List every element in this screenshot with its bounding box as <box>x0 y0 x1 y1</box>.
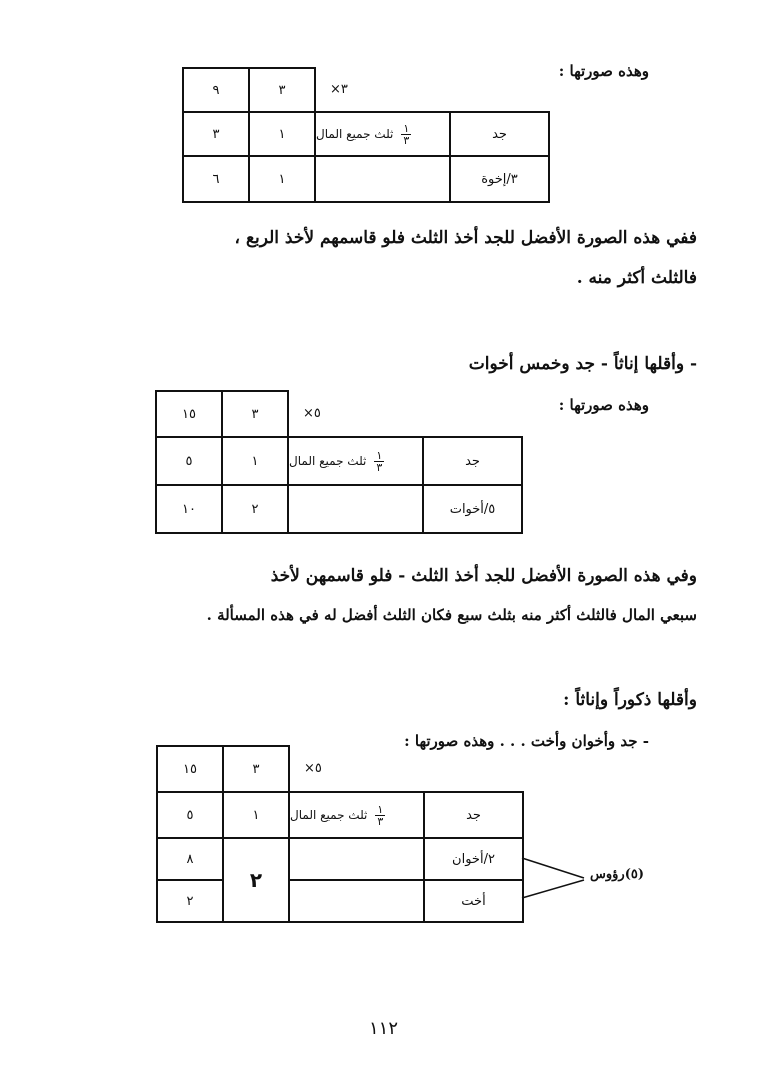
table2-header-base: ٣ <box>222 391 288 437</box>
paragraph-1-line-1: ففي هذه الصورة الأفضل للجد أخذ الثلث فلو قاسمهم لأخذ الربع ، <box>234 228 697 248</box>
table2-header-total: ١٥ <box>156 391 222 437</box>
table1-cell: ٣ <box>183 112 249 156</box>
share-cell <box>315 156 450 202</box>
heir-cell: أخت <box>424 880 523 922</box>
section2-heading: - وأقلها إناثاً - جد وخمس أخوات <box>468 354 697 374</box>
table2 <box>155 390 523 534</box>
share-cell <box>288 485 423 533</box>
heir-cell: ٥/أخوات <box>423 485 522 533</box>
table2-cell: ٥ <box>156 437 222 485</box>
table1 <box>182 67 550 203</box>
table3-merged-cell: ٢ <box>223 838 289 922</box>
table3-cell: ٥ <box>157 792 223 838</box>
table2-cell: ١٠ <box>156 485 222 533</box>
fraction: $\frac{١}{٣}$ <box>376 448 383 474</box>
share-cell <box>289 880 424 922</box>
table2-multiplier: ×٥ <box>303 406 321 421</box>
table1-header-base: ٣ <box>249 68 315 112</box>
share-cell <box>289 838 424 880</box>
heads-label: (٥)رؤوس <box>590 867 644 882</box>
share-text: ثلث جميع المال <box>316 127 394 141</box>
table2-cell: ٢ <box>222 485 288 533</box>
share-cell <box>288 437 423 485</box>
share-cell <box>289 792 424 838</box>
heir-cell: جد <box>423 437 522 485</box>
share-text: ثلث جميع المال <box>289 454 367 468</box>
table1-cell: ١ <box>249 112 315 156</box>
table1-header-total: ٩ <box>183 68 249 112</box>
paragraph-2-line-2: سبعي المال فالثلث أكثر منه بثلث سبع فكان الثلث أفضل له في هذه المسألة . <box>206 606 697 624</box>
heir-cell: جد <box>424 792 523 838</box>
heir-cell: جد <box>450 112 549 156</box>
table2-caption: وهذه صورتها : <box>558 396 649 414</box>
table2-cell: ١ <box>222 437 288 485</box>
table3-header-total: ١٥ <box>157 746 223 792</box>
heir-cell: ٣/إخوة <box>450 156 549 202</box>
paragraph-2-line-1: وفي هذه الصورة الأفضل للجد أخذ الثلث - فلو قاسمهن لأخذ <box>270 566 697 586</box>
table1-caption: وهذه صورتها : <box>558 62 649 80</box>
table3 <box>156 745 524 923</box>
bracket-lines <box>520 850 590 910</box>
table1-cell: ١ <box>249 156 315 202</box>
fraction: $\frac{١}{٣}$ <box>403 121 410 147</box>
table1-multiplier: ×٣ <box>330 82 348 97</box>
table3-cell: ٨ <box>157 838 223 880</box>
table3-header-base: ٣ <box>223 746 289 792</box>
paragraph-1-line-2: فالثلث أكثر منه . <box>576 268 697 288</box>
table3-caption: - جد وأخوان وأخت . . . وهذه صورتها : <box>404 732 649 750</box>
table3-multiplier: ×٥ <box>304 761 322 776</box>
share-cell <box>315 112 450 156</box>
page-number: ١١٢ <box>368 1018 398 1039</box>
fraction: $\frac{١}{٣}$ <box>377 802 384 828</box>
section3-heading: وأقلها ذكوراً وإناثاً : <box>563 690 697 710</box>
table3-cell: ٢ <box>157 880 223 922</box>
heir-cell: ٢/أخوان <box>424 838 523 880</box>
table3-cell: ١ <box>223 792 289 838</box>
share-text: ثلث جميع المال <box>290 808 368 822</box>
table1-cell: ٦ <box>183 156 249 202</box>
